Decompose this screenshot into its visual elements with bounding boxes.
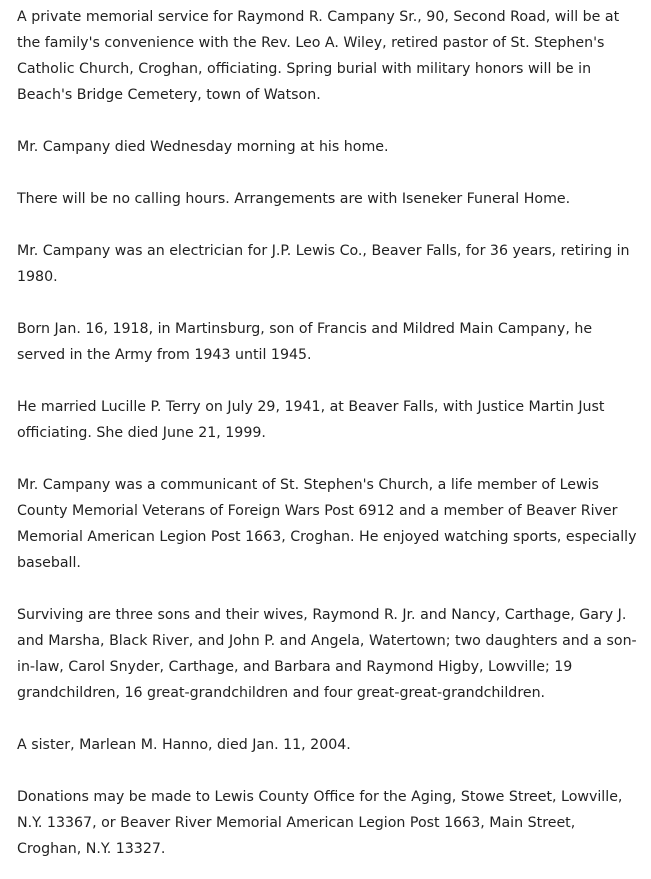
paragraph-marriage: He married Lucille P. Terry on July 29, 1941, at Beaver Falls, with Justice Martin Just officiating. She died June 21, 1999. [17,399,605,441]
paragraph-birth: Born Jan. 16, 1918, in Martinsburg, son of Francis and Mildred Main Campany, he served in the Army from 1943 until 1945. [17,321,593,363]
paragraph-donations: Donations may be made to Lewis County Office for the Aging, Stowe Street, Lowville, N.Y. 13367, or Beaver River Memorial American Legion Post 1663, Main Street, Croghan, N.Y. 13327. [17,789,623,857]
paragraph-career: Mr. Campany was an electrician for J.P. Lewis Co., Beaver Falls, for 36 years, retiring in 1980. [17,243,630,285]
paragraph-survivors: Surviving are three sons and their wives, Raymond R. Jr. and Nancy, Carthage, Gary J. and Marsha, Black River, and John P. and Angela, Watertown; two daughters and a son-in-law, Carol Snyder, Carthage, and Barbara and Raymond Higby, Lowville; 19 grandchildren, 16 great-grandchildren and four great-great-grandchildren. [17,607,637,701]
paragraph-death: Mr. Campany died Wednesday morning at his home. [17,139,389,155]
paragraph-memorial-service: A private memorial service for Raymond R. Campany Sr., 90, Second Road, will be at the family's convenience with the Rev. Leo A. Wiley, retired pastor of St. Stephen's Catholic Church, Croghan, officiating. Spring burial with military honors will be in Beach's Bridge Cemetery, town of Watson. [17,9,620,103]
paragraph-sister: A sister, Marlean M. Hanno, died Jan. 11, 2004. [17,737,351,753]
paragraph-memberships: Mr. Campany was a communicant of St. Stephen's Church, a life member of Lewis County Memorial Veterans of Foreign Wars Post 6912 and a member of Beaver River Memorial American Legion Post 1663, Croghan. He enjoyed watching sports, especially baseball. [17,477,637,571]
paragraph-arrangements: There will be no calling hours. Arrangements are with Iseneker Funeral Home. [17,191,571,207]
